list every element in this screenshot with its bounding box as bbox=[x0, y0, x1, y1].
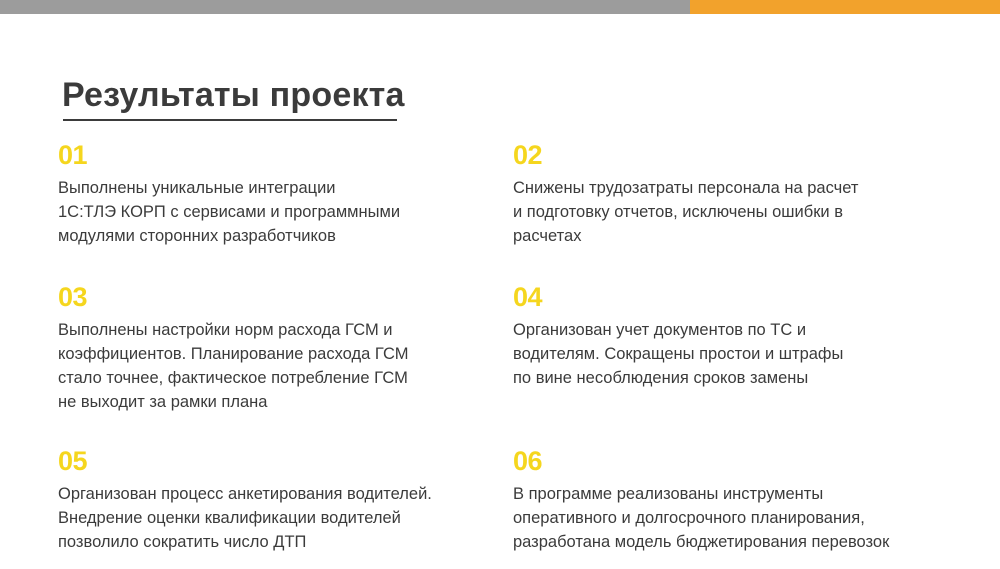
result-item bbox=[513, 446, 973, 555]
result-text-line: оперативного и долгосрочного планирования, bbox=[513, 508, 865, 527]
result-text bbox=[513, 483, 965, 555]
result-text-line: Выполнены настройки норм расхода ГСМ и bbox=[58, 321, 393, 340]
result-text-line: по вине несоблюдения сроков замены bbox=[513, 368, 809, 387]
result-text-line: Выполнены уникальные интеграции bbox=[58, 179, 336, 198]
result-number: 01 bbox=[58, 140, 88, 170]
result-text bbox=[58, 483, 510, 555]
result-item bbox=[513, 140, 973, 268]
topbar-orange-segment bbox=[690, 0, 1000, 14]
result-text-line: водителям. Сокращены простои и штрафы bbox=[513, 344, 844, 363]
result-number: 06 bbox=[513, 446, 543, 476]
result-text-line: модулями сторонних разработчиков bbox=[58, 226, 336, 245]
result-number: 02 bbox=[513, 140, 543, 170]
result-text bbox=[513, 177, 965, 249]
result-text-line: и подготовку отчетов, исключены ошибки в bbox=[513, 202, 843, 221]
result-item bbox=[58, 140, 518, 268]
result-text-line: Снижены трудозатраты персонала на расчет bbox=[513, 179, 859, 198]
result-number: 04 bbox=[513, 282, 543, 312]
page-title: Результаты проекта bbox=[62, 76, 405, 114]
topbar-gray-segment bbox=[0, 0, 690, 14]
result-text bbox=[58, 177, 510, 249]
result-item bbox=[58, 282, 518, 432]
result-text-line: расчетах bbox=[513, 226, 582, 245]
result-text-line: позволило сократить число ДТП bbox=[58, 532, 307, 551]
result-text-line: не выходит за рамки плана bbox=[58, 392, 268, 411]
top-decorative-bar bbox=[0, 0, 1000, 14]
result-text-line: стало точнее, фактическое потребление ГСМ bbox=[58, 368, 408, 387]
result-text-line: В программе реализованы инструменты bbox=[513, 485, 824, 504]
result-text-line: Организован учет документов по ТС и bbox=[513, 321, 807, 340]
result-text bbox=[58, 319, 510, 415]
result-text-line: Внедрение оценки квалификации водителей bbox=[58, 508, 401, 527]
results-column-left bbox=[58, 140, 518, 569]
result-item bbox=[513, 282, 973, 432]
results-column-right bbox=[513, 140, 973, 569]
result-number: 05 bbox=[58, 446, 88, 476]
result-text-line: 1С:ТЛЭ КОРП с сервисами и программными bbox=[58, 202, 401, 221]
result-number: 03 bbox=[58, 282, 88, 312]
result-text-line: разработана модель бюджетирования перевозок bbox=[513, 532, 890, 551]
result-text-line: Организован процесс анкетирования водителей. bbox=[58, 485, 432, 504]
page-title-underline bbox=[63, 119, 397, 121]
result-item bbox=[58, 446, 518, 555]
result-text bbox=[513, 319, 965, 391]
result-text-line: коэффициентов. Планирование расхода ГСМ bbox=[58, 344, 409, 363]
